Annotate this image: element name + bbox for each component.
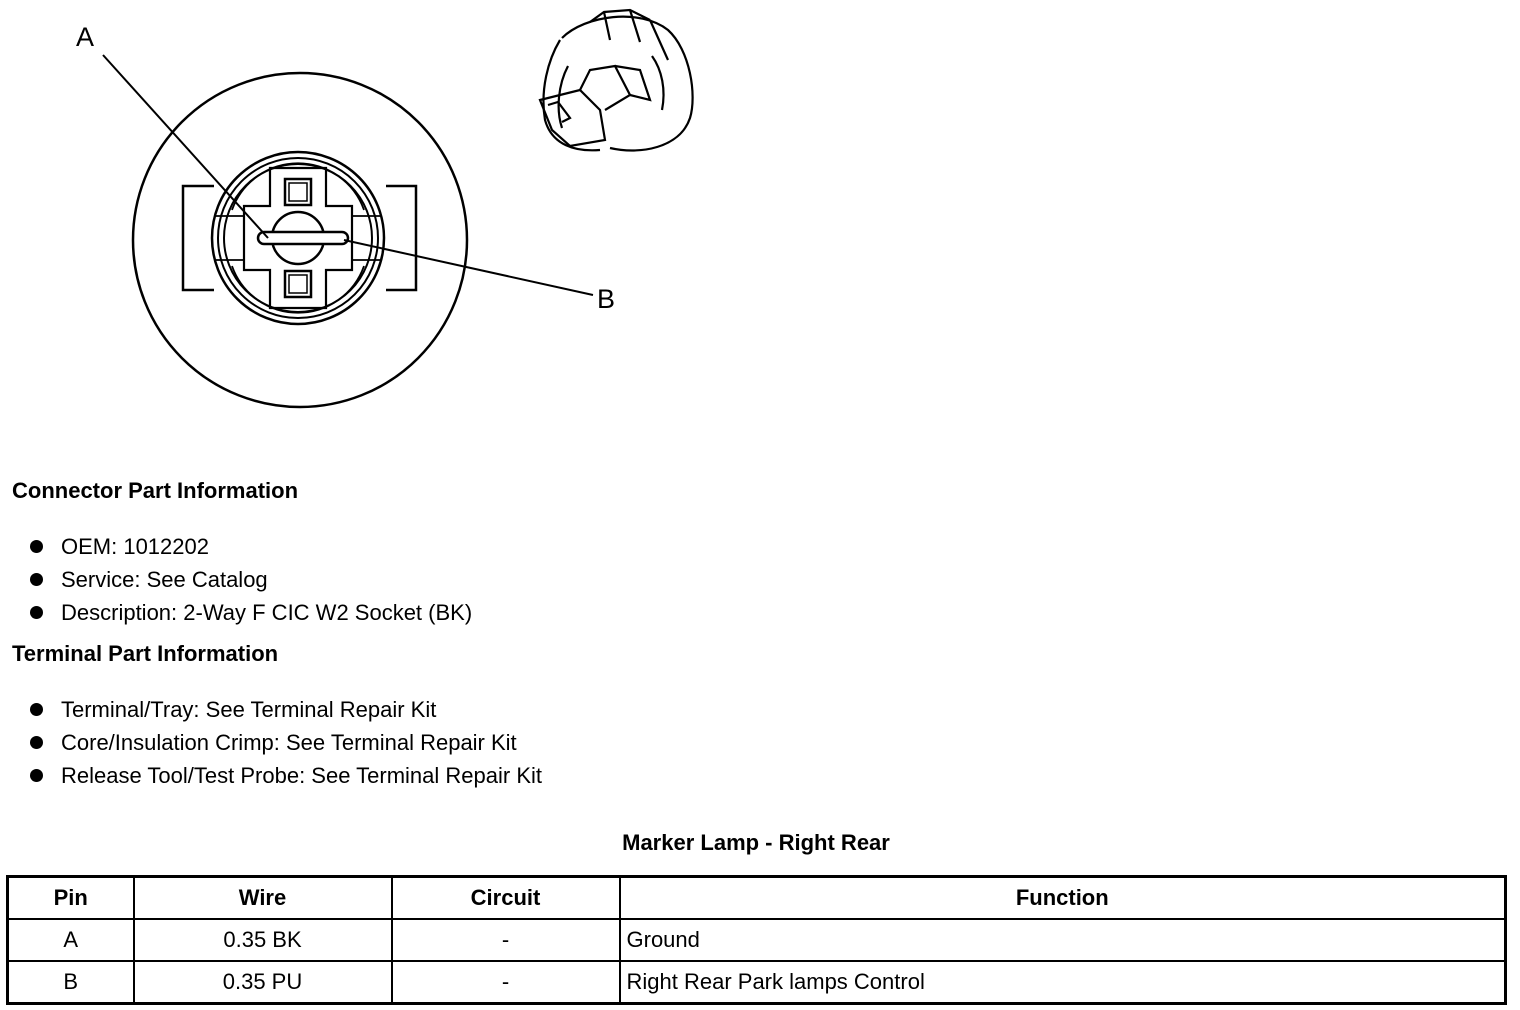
column-header-wire: Wire <box>134 877 392 920</box>
function-cell: Right Rear Park lamps Control <box>620 961 1506 1004</box>
circuit-cell: - <box>392 961 620 1004</box>
column-header-circuit: Circuit <box>392 877 620 920</box>
leader-line-b <box>344 240 593 295</box>
column-header-pin: Pin <box>8 877 134 920</box>
pin-cell: B <box>8 961 134 1004</box>
bulb-socket-view <box>540 10 693 150</box>
list-item <box>30 563 472 596</box>
column-header-function: Function <box>620 877 1506 920</box>
table-row <box>8 961 1506 1004</box>
bullet-icon <box>30 769 43 782</box>
list-item <box>30 530 472 563</box>
table-row <box>8 919 1506 961</box>
list-item <box>30 726 542 759</box>
bullet-icon <box>30 573 43 586</box>
terminal-info-title: Terminal Part Information <box>12 641 279 666</box>
list-item <box>30 596 472 629</box>
list-item <box>30 693 542 726</box>
wire-cell: 0.35 BK <box>134 919 392 961</box>
list-item-text: Terminal/Tray: See Terminal Repair Kit <box>61 697 437 722</box>
terminal-info-list <box>30 693 542 792</box>
callout-a: A <box>76 22 95 52</box>
bullet-icon <box>30 703 43 716</box>
wire-cell: 0.35 PU <box>134 961 392 1004</box>
list-item <box>30 759 542 792</box>
bullet-icon <box>30 540 43 553</box>
list-item-text: Core/Insulation Crimp: See Terminal Repair Kit <box>61 730 517 755</box>
connector-diagram <box>0 0 720 420</box>
pin-table-title: Marker Lamp - Right Rear <box>622 830 890 855</box>
connector-info-list <box>30 530 472 629</box>
connector-info-title: Connector Part Information <box>12 478 299 503</box>
terminal-slot <box>258 232 348 244</box>
left-latch <box>183 186 214 290</box>
bullet-icon <box>30 736 43 749</box>
circuit-cell: - <box>392 919 620 961</box>
list-item-text: Description: 2-Way F CIC W2 Socket (BK) <box>61 600 473 625</box>
pin-cell: A <box>8 919 134 961</box>
table-header-row <box>8 877 1506 920</box>
right-latch <box>386 186 416 290</box>
list-item-text: Release Tool/Test Probe: See Terminal Repair Kit <box>61 763 542 788</box>
pin-table <box>6 875 1507 1005</box>
function-cell: Ground <box>620 919 1506 961</box>
list-item-text: Service: See Catalog <box>61 567 268 592</box>
callout-b: B <box>597 284 616 314</box>
list-item-text: OEM: 1012202 <box>61 534 209 559</box>
bullet-icon <box>30 606 43 619</box>
